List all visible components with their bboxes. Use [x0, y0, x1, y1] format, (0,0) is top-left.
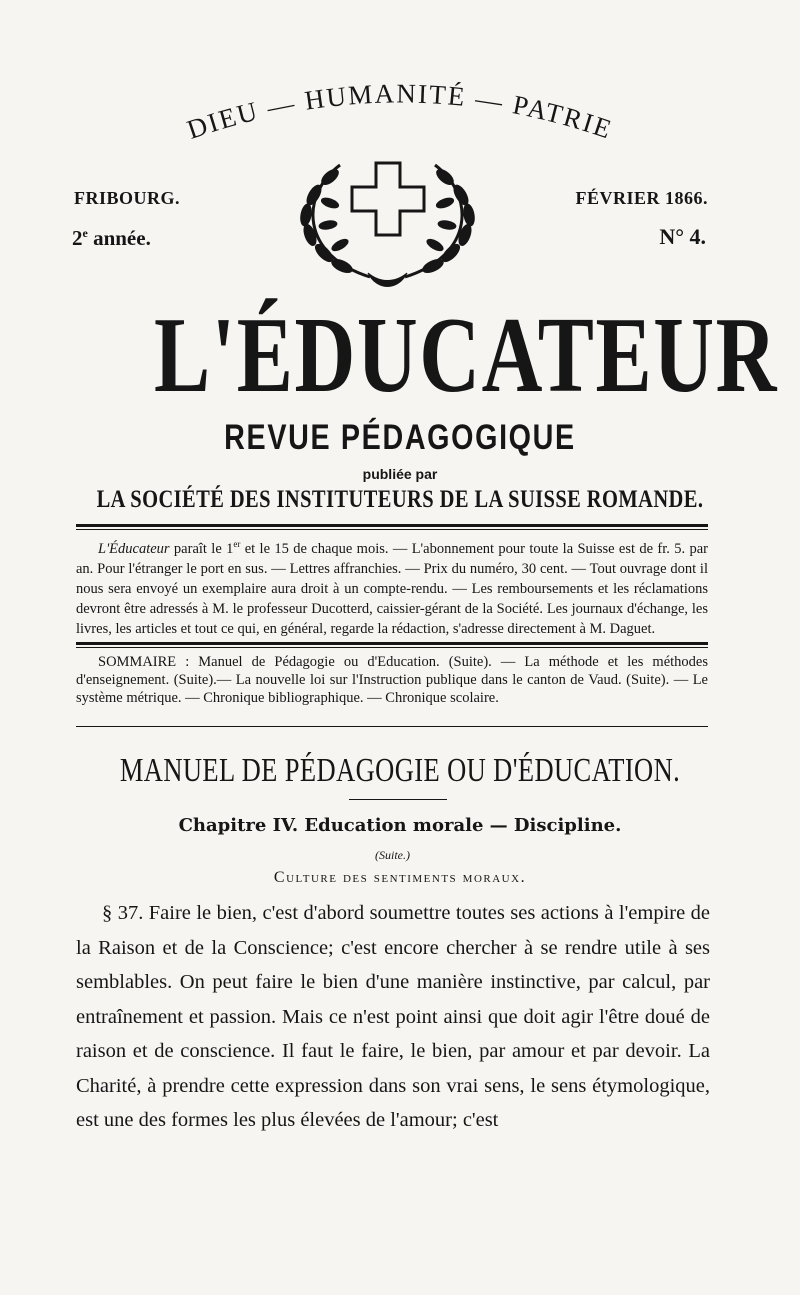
publication-date: FÉVRIER 1866.	[575, 188, 708, 208]
journal-title: L'ÉDUCATEUR	[154, 296, 779, 415]
divider	[76, 529, 708, 530]
volume-year: 2e année.	[72, 226, 151, 250]
divider	[76, 642, 708, 645]
motto-text: DIEU — HUMANITÉ — PATRIE	[183, 78, 617, 145]
divider	[76, 726, 708, 727]
table-of-contents: SOMMAIRE : Manuel de Pédagogie ou d'Education. (Suite). — La méthode et les méthodes d'enseignement. (Suite).— La nouvelle loi sur l'Instruction publique dans le canton de Vaud. (Suite). — Le système métrique. — Chronique bibliographique. — Chronique scolaire.	[76, 654, 708, 706]
section-heading: Culture des sentiments moraux.	[273, 869, 527, 886]
short-divider	[349, 799, 447, 800]
journal-subtitle: REVUE PÉDAGOGIQUE	[224, 418, 576, 457]
published-by: publiée par	[362, 466, 438, 482]
continuation-note: (Suite.)	[375, 848, 410, 862]
article-title: MANUEL DE PÉDAGOGIE OU D'ÉDUCATION.	[119, 752, 681, 789]
issue-number: N° 4.	[659, 224, 706, 249]
paragraph-37: § 37. Faire le bien, c'est d'abord soumettre toutes ses actions à l'empire de la Raison et de la Conscience; c'est encore chercher à se rendre utile à ses semblables. On peut faire le bien d'une manière instinctive, par calcul, par entraînement et passion. Mais ce n'est point ainsi que doit agir l'être doué de raison et de conscience. Il faut le faire, le bien, par amour et par devoir. La Charité, à prendre cette expression dans son vrai sens, le sens étymologique, est une des formes les plus élevées de l'amour; c'est	[76, 902, 710, 1131]
article-body	[76, 896, 710, 1138]
chapter-heading: Chapitre IV. Education morale — Discipline.	[178, 815, 622, 836]
divider	[76, 647, 708, 648]
swiss-cross-wreath-emblem	[280, 155, 495, 295]
publisher-society: LA SOCIÉTÉ DES INSTITUTEURS DE LA SUISSE ROMANDE.	[96, 486, 704, 513]
divider	[76, 524, 708, 527]
subscription-notice: L'Éducateur paraît le 1er et le 15 de chaque mois. — L'abonnement pour toute la Suisse est de fr. 5. par an. Pour l'étranger le port en sus. — Lettres affranchies. — Prix du numéro, 30 cent. — Tout ouvrage dont il nous sera envoyé un exemplaire aura droit à un compte-rendu. — Les remboursements et les réclamations devront être adressés à M. le professeur Ducotterd, caissier-gérant de la Société. Les journaux d'échange, les livres, les articles et tout ce qui, en général, regarde la rédaction, s'adresse directement à M. Daguet.	[76, 539, 708, 637]
swiss-cross-icon	[352, 163, 424, 235]
publication-place: FRIBOURG.	[74, 188, 181, 208]
